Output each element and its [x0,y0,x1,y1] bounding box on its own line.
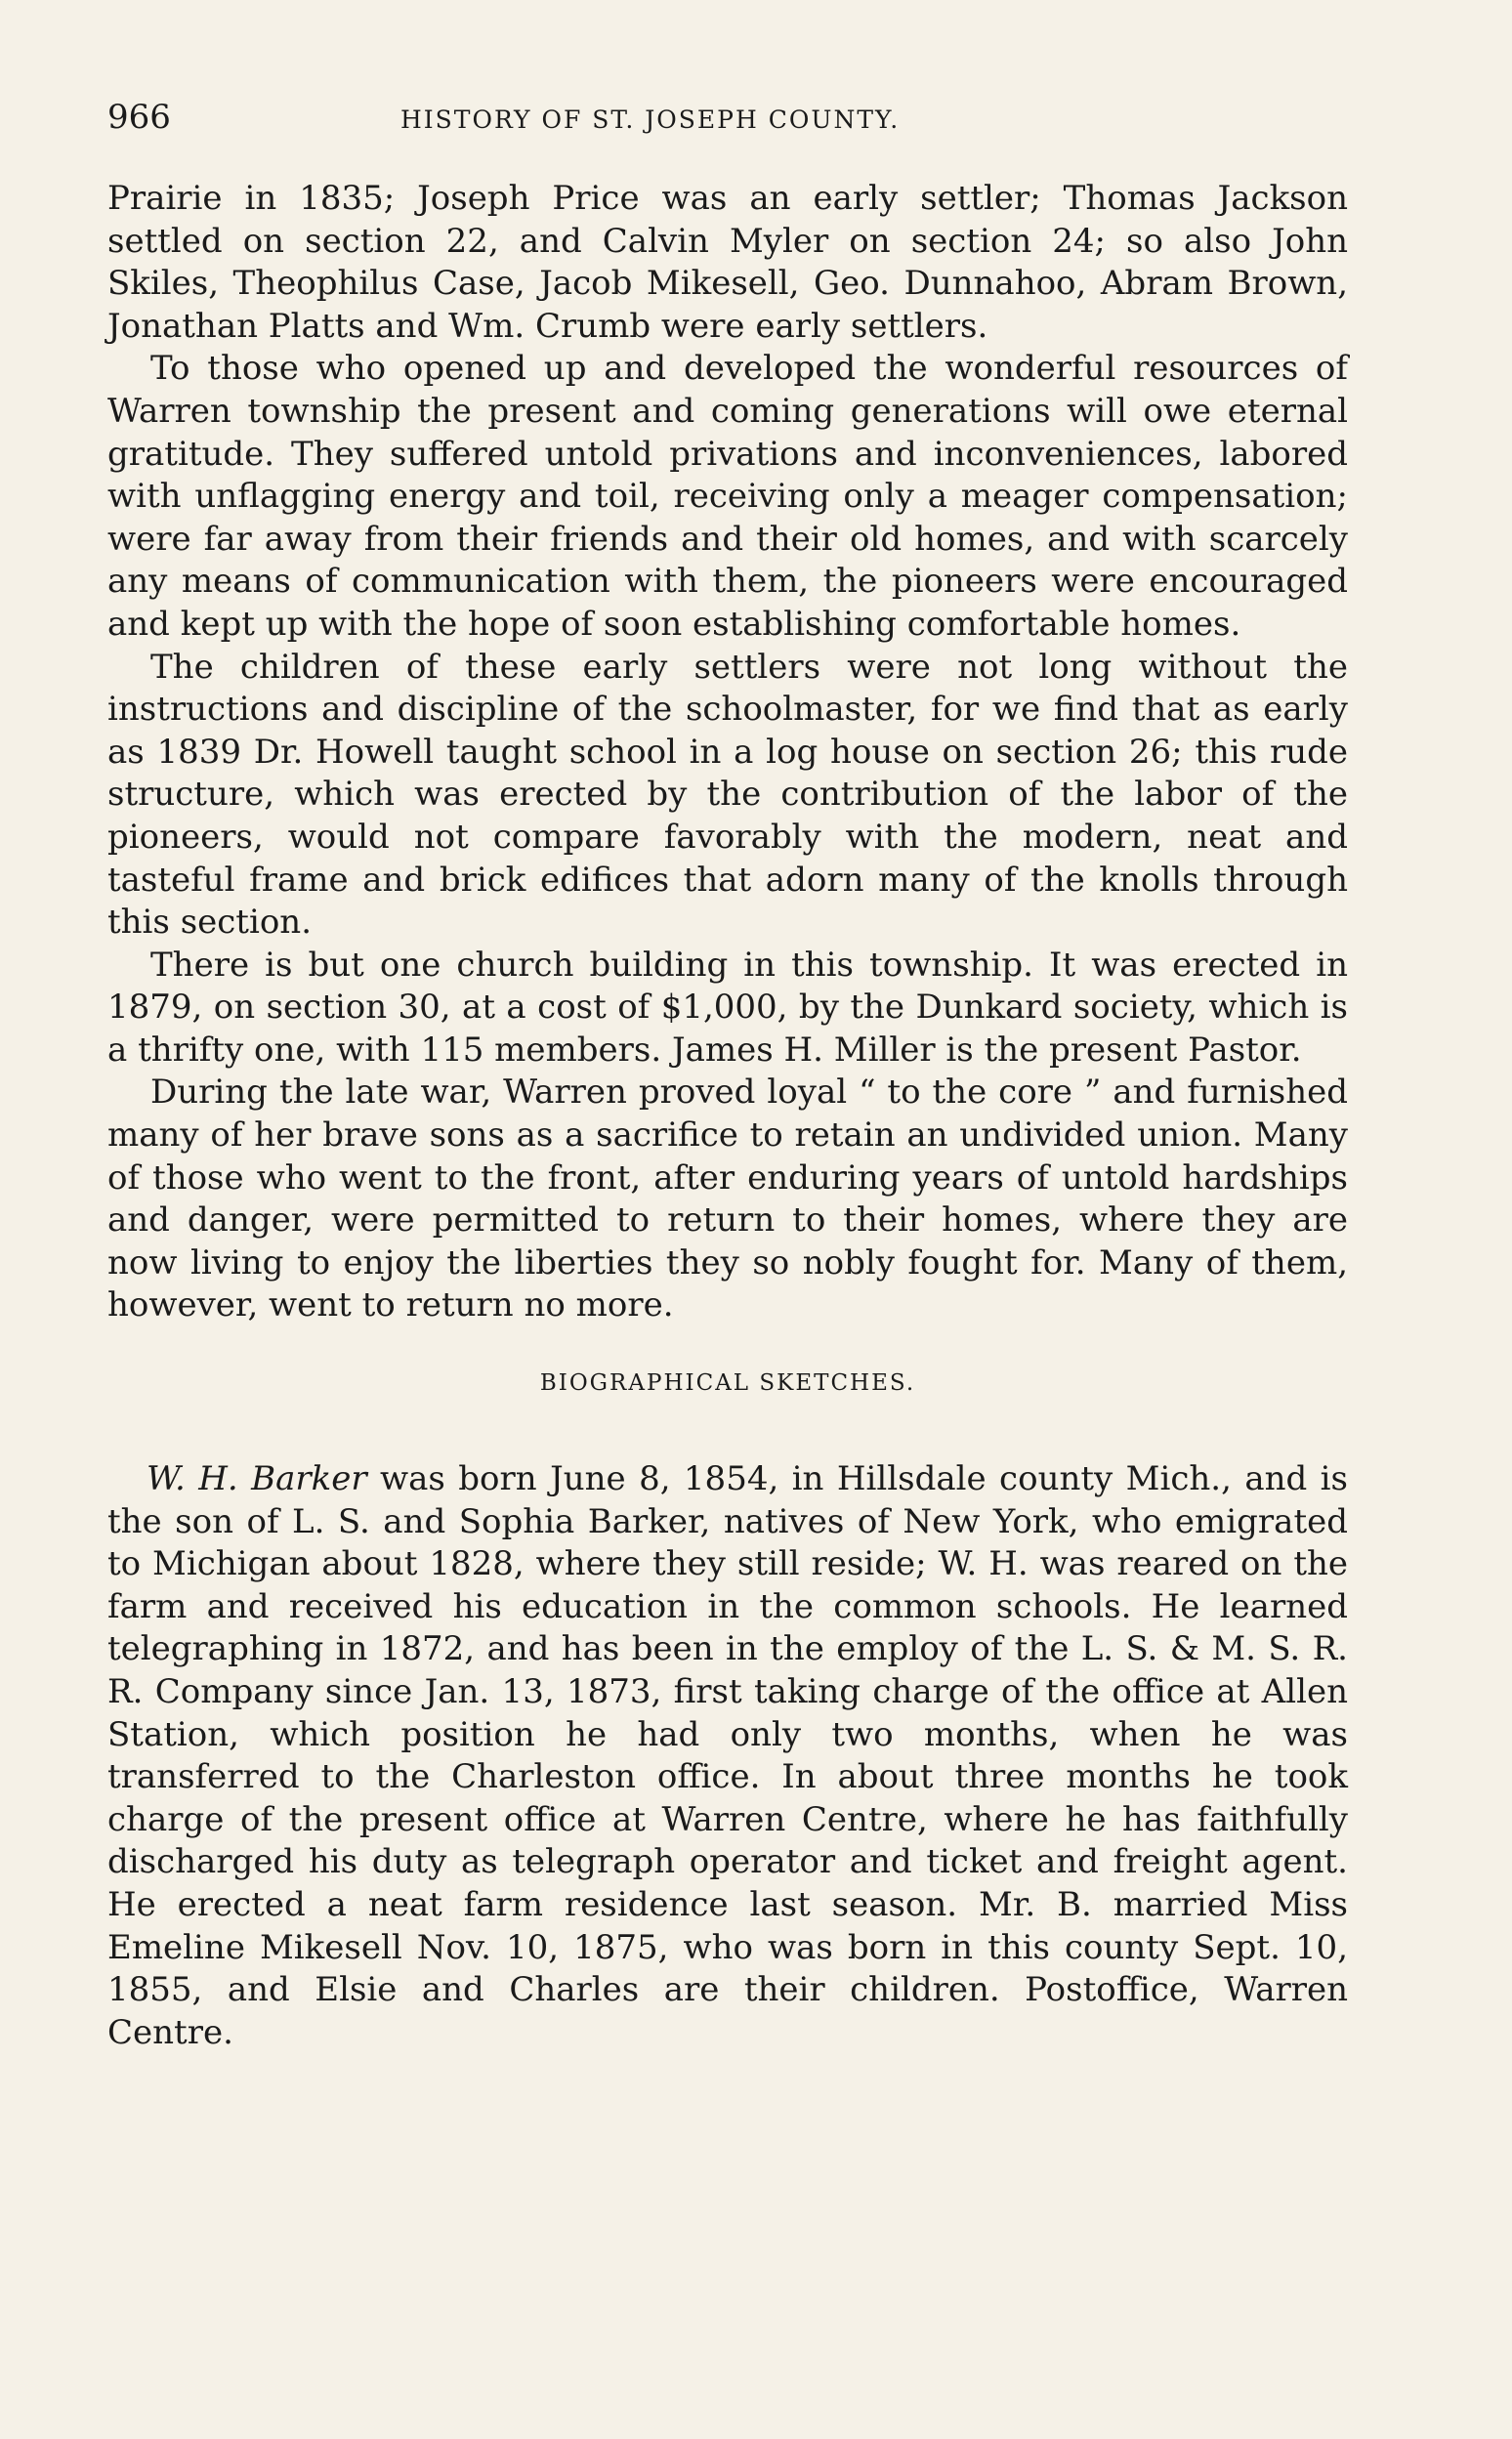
book-page [107,98,1348,2054]
paragraph-schools: The children of these early settlers were not long without the instructions and discipline of the schoolmaster, for we find that as early as 1839 Dr. Howell taught school in a log house on section 26; this rude structure, which was erected by the contribution of the labor of the pioneers, would not compare favorably with the modern, neat and tasteful frame and brick edifices that adorn many of the knolls through this section. [107,647,1348,943]
biography-entry [107,1458,1348,2054]
paragraph-war: During the late war, Warren proved loyal “ to the core ” and furnished many of her brave sons as a sacrifice to retain an undivided union. Many of those who went to the front, after enduring years of untold hardships and danger, were permitted to return to their homes, where they are now living to enjoy the liberties they so nobly fought for. Many of them, however, went to return no more. [107,1072,1348,1325]
running-title: HISTORY OF ST. JOSEPH COUNTY. [400,105,901,134]
biography-text: was born June 8, 1854, in Hillsdale county Mich., and is the son of L. S. and Sophia Barker, natives of New York, who emigrated to Michigan about 1828, where they still reside; W. H. was reared on the farm and received his education in the common schools. He learned telegraphing in 1872, and has been in the employ of the L. S. & M. S. R. R. Company since Jan. 13, 1873, first taking charge of the office at Allen Station, which position he had only two months, when he was transferred to the Charleston office. In about three months he took charge of the present office at Warren Centre, where he has faithfully discharged his duty as telegraph operator and ticket and freight agent. He erected a neat farm residence last season. Mr. B. married Miss Emeline Mikesell Nov. 10, 1875, who was born in this county Sept. 10, 1855, and Elsie and Charles are their children. Postoffice, Warren Centre. [107,1459,1349,2052]
section-heading: BIOGRAPHICAL SKETCHES. [539,1370,916,1397]
paragraph-continued: Prairie in 1835; Joseph Price was an early settler; Thomas Jackson settled on section 22, and Calvin Myler on section 24; so also John Skiles, Theophilus Case, Jacob Mikesell, Geo. Dunnahoo, Abram Brown, Jonathan Platts and Wm. Crumb were early settlers. [107,179,1348,346]
paragraph-pioneers: To those who opened up and developed the wonderful resources of Warren township the present and coming generations will owe eternal gratitude. They suffered untold privations and inconveniences, labored with unflagging energy and toil, receiving only a meager compensation; were far away from their friends and their old homes, and with scarcely any means of communication with them, the pioneers were encouraged and kept up with the hope of soon establishing comfortable homes. [107,349,1348,644]
paragraph-church: There is but one church building in this township. It was erected in 1879, on section 30, at a cost of $1,000, by the Dunkard society, which is a thrifty one, with 115 members. James H. Miller is the present Pastor. [107,945,1348,1070]
page-number: 966 [107,98,171,137]
biography-name: W. H. Barker [147,1459,367,1499]
running-head [107,98,1348,156]
